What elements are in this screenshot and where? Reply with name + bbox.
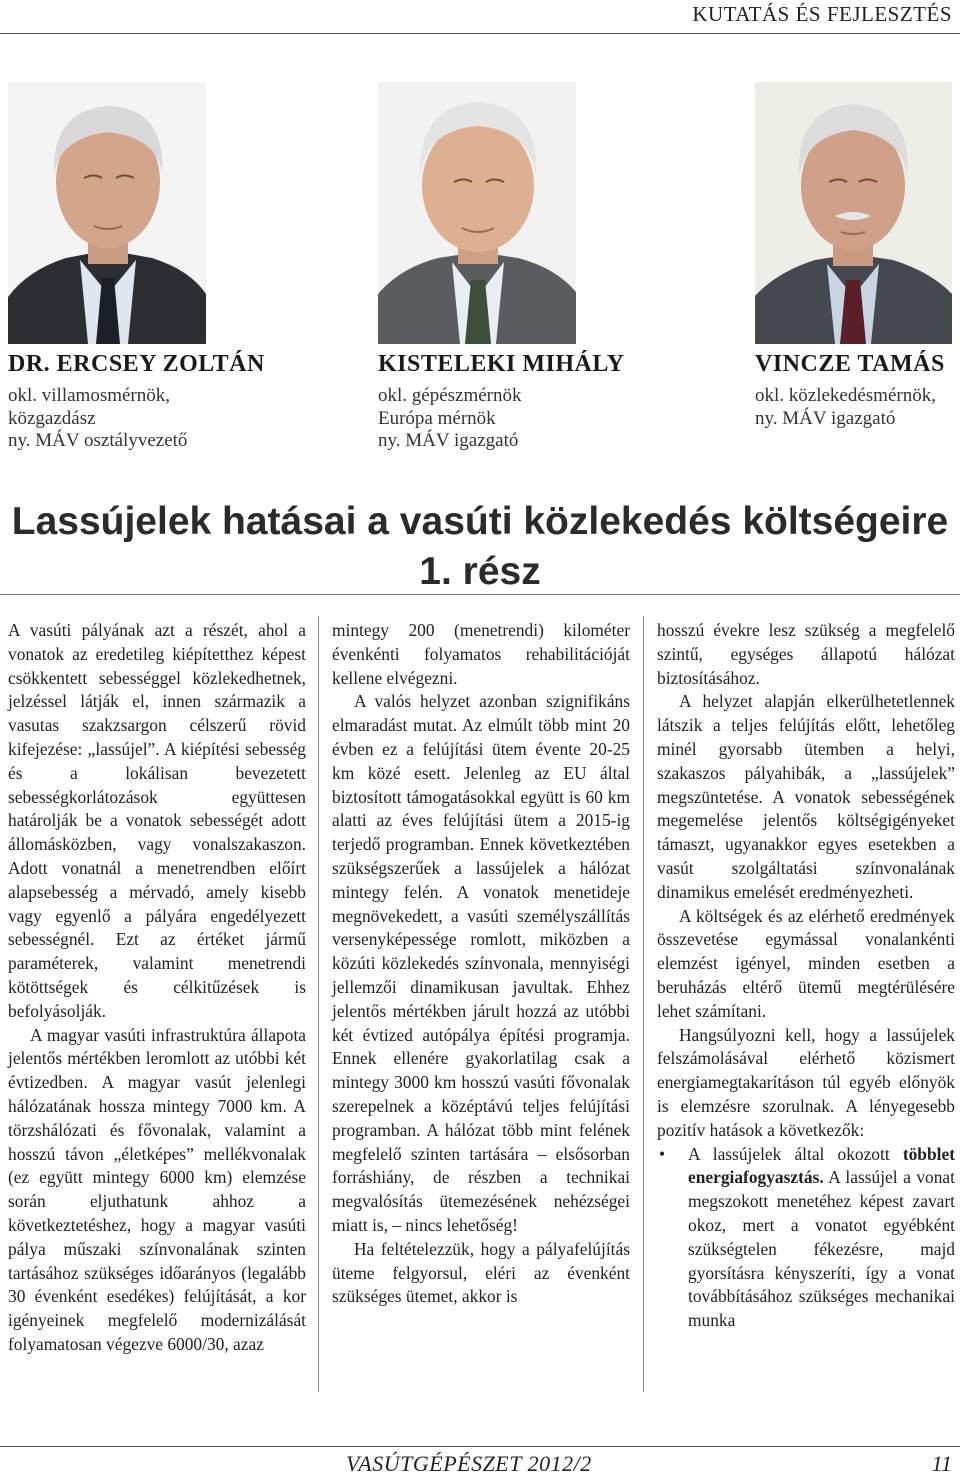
journal-name: VASÚTGÉPÉSZET 2012/2 [346,1451,592,1476]
paragraph: hosszú évekre lesz szükség a megfelelő szintű, egységes állapotú hálózat biztosításához. [657,620,955,688]
portrait-photo [8,82,206,344]
portrait-photo [378,82,576,344]
author-card [8,82,265,453]
author-title-line: ny. MÁV osztályvezető [8,430,188,451]
footer-rule [0,1446,960,1447]
article-title-line: Lassújelek hatásai a vasúti közlekedés költségeire [11,500,949,543]
portrait-photo [755,82,952,344]
bullet-rest: A lassújel a vonat megszokott menetéhez képest zavart okoz, mert a vonatot egyébként szükségtelen fékezésre, majd gyorsításra kényszeríti, így a vonat továbbításához szükséges mechanikai munka [688,1167,955,1331]
author-name: DR. ERCSEY ZOLTÁN [8,351,265,377]
paragraph: A magyar vasúti infrastruktúra állapota jelentős mértékben leromlott az utóbbi két évtizedben. A magyar vasút jelenlegi hálózatának hossza mintegy 7000 km. A törzshálózati és fővonalak, valamint a hosszú távon „életképes” mellékvonalak (ez együtt mintegy 6000 km) elemzése során eljuthatunk ahhoz a következtetéshez, hogy a magyar vasúti pálya műszaki színvonalának szinten tartásához szükséges időarányos (legalább 30 évenként esedékes) felújítását, a kor igényeinek megfelelő modernizálását folyamatosan végezve 6000/30, azaz [8,1024,306,1354]
author-title-line: okl. gépészmérnök [378,385,522,406]
article-title-part: 1. rész [419,550,541,593]
paragraph: mintegy 200 (menetrendi) kilométer évenkénti folyamatos rehabilitációját kellene elvégezni. [332,620,630,688]
column-divider [318,616,319,1392]
author-card [755,82,952,430]
author-name: VINCZE TAMÁS [755,351,945,377]
title-rule [0,594,960,595]
author-title-line: okl. villamosmérnök, [8,385,171,406]
paragraph: A vasúti pályának azt a részét, ahol a vonatok az eredetileg kiépítetthez képest csökkentett sebességgel közlekedhetnek, jelzéssel látják el, innen származik a vasutas szakzsargon célszerű rövid kifejezése: „lassújel”. A kiépítési sebesség és a lokálisan bevezetett sebességkorlátozások együttesen határolják be a vonatok sebességét adott állomásközben, vagy vonalszakaszon. Adott vonatnál a menetrendben előírt alapsebesség a mérvadó, amely kisebb vagy egyenlő a pályára engedélyezett sebességnél. Ezt az értéket jármű paraméterek, valamint menetrendi kötöttségek és célkitűzések is befolyásolják. [8,620,306,1021]
text-column-1 [8,619,306,1357]
author-card [378,82,625,453]
author-title [8,385,265,453]
header-rule [0,33,960,34]
section-label: KUTATÁS ÉS FEJLESZTÉS [692,2,952,26]
bullet-icon: • [659,1143,666,1164]
author-portrait-photo [378,82,576,344]
author-title [378,385,625,453]
paragraph: A valós helyzet azonban szignifikáns elmaradást mutat. Az elmúlt több mint 20 évben ez a felújítási ütem évente 20-25 km közé esett. Jelenleg az EU által biztosított támogatásokkal együtt is 60 km alatti az éves felújítási ütem a 2015-ig terjedő programban. Ennek következtében szükségszerűek a lassújelek a hálózat mintegy felén. A vonatok menetideje megnövekedett, a vasúti személyszállítás versenyképessége romlott, miközben a közúti közlekedés színvonala, mennyiségi jellemzői dinamikusan javultak. Ehhez jelentős mértékben járult hozzá az utóbbi két évtized autópálya építési programja. Ennek ellenére gyakorlatilag csak a mintegy 3000 km hosszú vasúti fővonalak szerepelnek a középtávú teljes felújítási programban. A hálózat több mint felének megfelelő szinten tartására – elsősorban forráshiány, de részben a technikai megvalósítás ütemezésének nehézségei miatt is, – nincs lehetőség! [332,691,630,1235]
author-title-line: ny. MÁV igazgató [755,407,896,429]
author-portrait-photo [755,82,952,344]
author-title-line: Európa mérnök [378,407,496,429]
paragraph: A költségek és az elérhető eredmények összevetése egymással vonalankénti elemzést igényel, minden esetben a beruházás eltérő ütemű megtérülésére lehet számítani. [657,905,955,1021]
author-title-line: ny. MÁV igazgató [378,430,519,451]
paragraph: A helyzet alapján elkerülhetetlennek látszik a teljes felújítás előtt, lehetőleg minél gyorsabb ütemben a helyi, szakaszos pályahibák, a „lassújelek” megszüntetése. A vonatok sebességének megemelése jelentős költségigényeket támaszt, ugyanakkor egyes esetekben a vasút szolgáltatási színvonalának dinamikus emelését eredményezheti. [657,691,955,902]
bullet-bold: többlet energiafogyasztás. [688,1143,955,1188]
author-portrait-photo [8,82,206,344]
paragraph: Hangsúlyozni kell, hogy a lassújelek felszámolásával elérhető közismert energiamegtakarításon túl egyéb előnyök is elemzésre szorulnak. A lényegesebb pozitív hatások a következők: [657,1024,955,1140]
page-number: 11 [931,1451,952,1476]
author-title-line: okl. közlekedésmérnök, [755,385,936,406]
author-name: KISTELEKI MIHÁLY [378,351,625,377]
article-title [0,497,960,597]
paragraph: Ha feltételezzük, hogy a pályafelújítás üteme felgyorsul, eléri az évenként szükséges ütemet, akkor is [332,1238,630,1307]
author-title [755,385,952,430]
text-column-2 [332,619,630,1309]
author-title-line: közgazdász [8,407,96,429]
bullet-lead: A lassújelek által okozott [688,1143,903,1164]
column-divider [643,616,644,1392]
text-column-3 [657,619,955,1333]
bullet-item [657,1143,955,1333]
